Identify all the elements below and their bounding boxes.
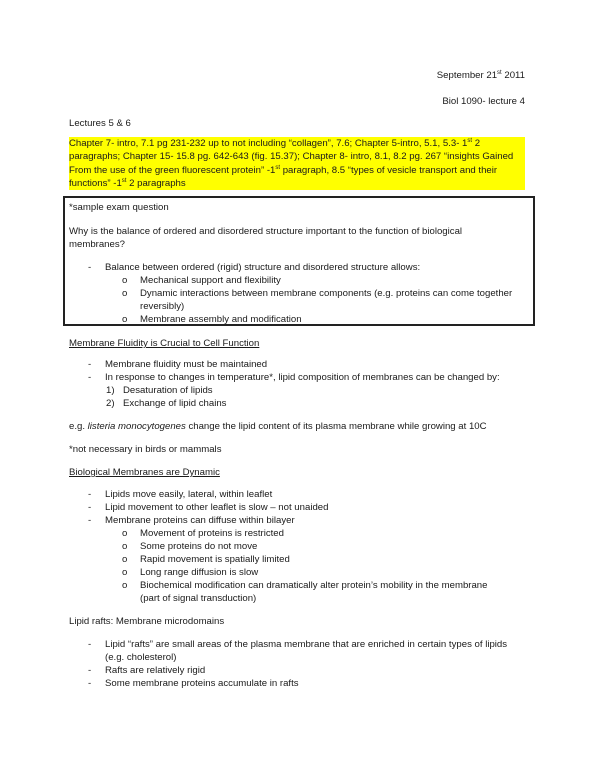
- dynamic-sub-5-line-2: (part of signal transduction): [140, 593, 257, 604]
- fluidity-heading: Membrane Fluidity is Crucial to Cell Function: [69, 338, 260, 349]
- dash-bullet: -: [88, 359, 92, 370]
- exam-label: *sample exam question: [69, 202, 169, 213]
- dash-bullet: -: [88, 502, 92, 513]
- circle-bullet: o: [122, 554, 128, 565]
- fluidity-numbered-2: Exchange of lipid chains: [123, 398, 227, 409]
- fluidity-footnote: *not necessary in birds or mammals: [69, 444, 222, 455]
- dynamic-heading: Biological Membranes are Dynamic: [69, 467, 220, 478]
- dynamic-sub-2: Some proteins do not move: [140, 541, 258, 552]
- dynamic-sub-1: Movement of proteins is restricted: [140, 528, 284, 539]
- exam-bullet: Balance between ordered (rigid) structure and disordered structure allows:: [105, 262, 421, 273]
- circle-bullet: o: [122, 275, 128, 286]
- lectures-label: Lectures 5 & 6: [69, 118, 131, 129]
- exam-sub-2-line-1: Dynamic interactions between membrane components (e.g. proteins can come together: [140, 288, 513, 299]
- rafts-bullet-3: Some membrane proteins accumulate in rafts: [105, 678, 299, 689]
- dash-bullet: -: [88, 262, 92, 273]
- fluidity-bullet-2: In response to changes in temperature*, lipid composition of membranes can be changed by:: [105, 372, 500, 383]
- course-title: Biol 1090- lecture 4: [442, 96, 525, 107]
- circle-bullet: o: [122, 528, 128, 539]
- readings-line-4: functions” -1st 2 paragraphs: [69, 177, 186, 189]
- rafts-bullet-1-line-1: Lipid “rafts” are small areas of the plasma membrane that are enriched in certain types of lipids: [105, 639, 508, 650]
- exam-sub-3: Membrane assembly and modification: [140, 314, 302, 325]
- exam-question-line-1: Why is the balance of ordered and disordered structure important to the function of biological: [69, 226, 463, 237]
- circle-bullet: o: [122, 288, 128, 299]
- dash-bullet: -: [88, 678, 92, 689]
- exam-sub-2-line-2: reversibly): [140, 301, 185, 312]
- dynamic-bullet-2: Lipid movement to other leaflet is slow – not unaided: [105, 502, 329, 513]
- exam-sub-1: Mechanical support and flexibility: [140, 275, 281, 286]
- fluidity-numbered-1: Desaturation of lipids: [123, 385, 213, 396]
- dynamic-sub-3: Rapid movement is spatially limited: [140, 554, 290, 565]
- circle-bullet: o: [122, 541, 128, 552]
- exam-question-line-2: membranes?: [69, 239, 125, 250]
- fluidity-bullet-1: Membrane fluidity must be maintained: [105, 359, 268, 370]
- readings-highlight: [69, 137, 525, 190]
- dash-bullet: -: [88, 515, 92, 526]
- circle-bullet: o: [122, 314, 128, 325]
- circle-bullet: o: [122, 580, 128, 591]
- rafts-bullet-1-line-2: (e.g. cholesterol): [105, 652, 177, 663]
- dynamic-bullet-3: Membrane proteins can diffuse within bilayer: [105, 515, 295, 526]
- dynamic-bullet-1: Lipids move easily, lateral, within leaflet: [105, 489, 273, 500]
- rafts-heading: Lipid rafts: Membrane microdomains: [69, 616, 225, 627]
- dash-bullet: -: [88, 665, 92, 676]
- number-marker: 1): [106, 385, 115, 396]
- dash-bullet: -: [88, 639, 92, 650]
- readings-line-2: paragraphs; Chapter 15- 15.8 pg. 642-643 (fig. 15.37); Chapter 8- intro, 8.1, 8.2 pg. 267 “insights Gained: [69, 151, 514, 163]
- fluidity-example: e.g. listeria monocytogenes change the lipid content of its plasma membrane while growing at 10C: [69, 421, 487, 432]
- dash-bullet: -: [88, 372, 92, 383]
- readings-line-1: Chapter 7- intro, 7.1 pg 231-232 up to not including “collagen”, 7.6; Chapter 5-intro, 5.1, 5.3- 1st 2: [69, 137, 481, 149]
- rafts-bullet-2: Rafts are relatively rigid: [105, 665, 206, 676]
- date: September 21st 2011: [436, 69, 525, 81]
- dynamic-sub-4: Long range diffusion is slow: [140, 567, 259, 578]
- circle-bullet: o: [122, 567, 128, 578]
- number-marker: 2): [106, 398, 115, 409]
- dash-bullet: -: [88, 489, 92, 500]
- readings-line-3: From the use of the green fluorescent protein” -1st paragraph, 8.5 “types of vesicle transport and their: [69, 164, 498, 176]
- dynamic-sub-5-line-1: Biochemical modification can dramatically alter protein’s mobility in the membrane: [140, 580, 488, 591]
